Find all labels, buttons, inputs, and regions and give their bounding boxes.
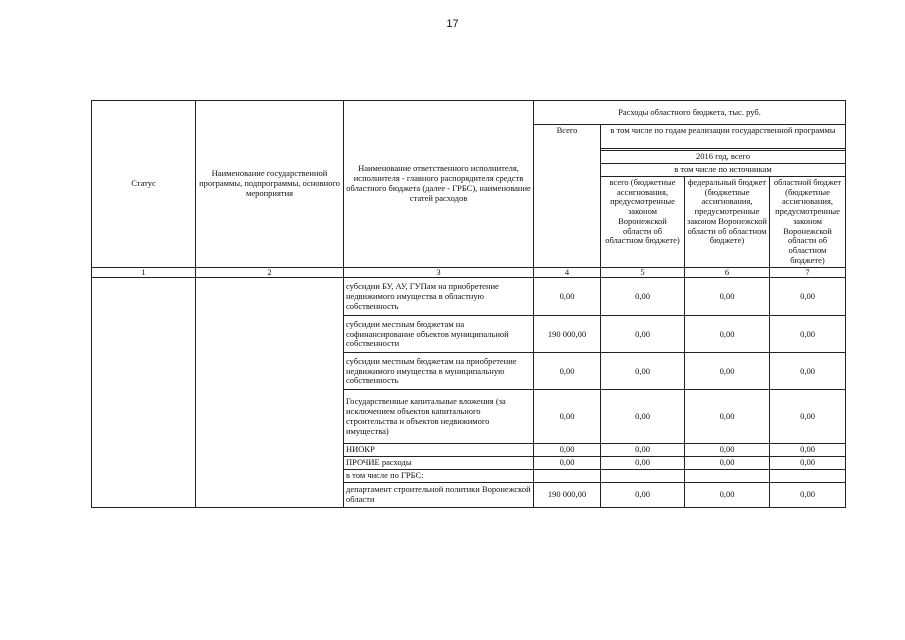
header-src-federal: федеральный бюджет (бюджетные ассигнования, предусмотренные законом Воронежской области об областном бюджете) xyxy=(685,176,770,267)
cell-total: 190 000,00 xyxy=(534,316,601,353)
header-by-sources: в том числе по источникам xyxy=(601,164,846,177)
cell-src-total: 0,00 xyxy=(601,444,685,457)
program-cell xyxy=(196,278,344,508)
col-number: 1 xyxy=(92,267,196,278)
cell-total xyxy=(534,469,601,482)
cell-federal: 0,00 xyxy=(685,457,770,470)
cell-src-total: 0,00 xyxy=(601,353,685,390)
cell-regional: 0,00 xyxy=(770,482,846,507)
row-label: департамент строительной политики Воронежской области xyxy=(344,482,534,507)
col-number: 2 xyxy=(196,267,344,278)
col-number: 6 xyxy=(685,267,770,278)
cell-federal xyxy=(685,469,770,482)
col-number: 4 xyxy=(534,267,601,278)
row-label: Государственные капитальные вложения (за исключением объектов капитального строительства и объектов недвижимого имущества) xyxy=(344,390,534,444)
row-label: субсидии БУ, АУ, ГУПам на приобретение недвижимого имущества в областную собственность xyxy=(344,278,534,316)
cell-regional: 0,00 xyxy=(770,353,846,390)
cell-total: 0,00 xyxy=(534,278,601,316)
cell-federal: 0,00 xyxy=(685,482,770,507)
col-number: 3 xyxy=(344,267,534,278)
header-expenses-title: Расходы областного бюджета, тыс. руб. xyxy=(534,101,846,125)
header-status: Статус xyxy=(92,101,196,268)
budget-table xyxy=(91,100,846,508)
col-number: 7 xyxy=(770,267,846,278)
cell-total: 190 000,00 xyxy=(534,482,601,507)
header-src-total: всего (бюджетные ассигнования, предусмотренные законом Воронежской области об областном бюджете) xyxy=(601,176,685,267)
cell-src-total: 0,00 xyxy=(601,316,685,353)
header-program-name: Наименование государственной программы, подпрограммы, основного мероприятия xyxy=(196,101,344,268)
cell-total: 0,00 xyxy=(534,444,601,457)
header-by-years: в том числе по годам реализации государственной программы xyxy=(601,125,846,149)
cell-regional: 0,00 xyxy=(770,390,846,444)
col-number: 5 xyxy=(601,267,685,278)
row-label: в том числе по ГРБС: xyxy=(344,469,534,482)
header-src-regional: областной бюджет (бюджетные ассигнования, предусмотренные законом Воронежской области об областном бюджете) xyxy=(770,176,846,267)
header-year: 2016 год, всего xyxy=(601,151,846,164)
header-total: Всего xyxy=(534,125,601,268)
cell-src-total: 0,00 xyxy=(601,278,685,316)
cell-federal: 0,00 xyxy=(685,278,770,316)
cell-src-total: 0,00 xyxy=(601,482,685,507)
status-cell xyxy=(92,278,196,508)
cell-src-total: 0,00 xyxy=(601,390,685,444)
cell-federal: 0,00 xyxy=(685,353,770,390)
row-label: НИОКР xyxy=(344,444,534,457)
cell-src-total: 0,00 xyxy=(601,457,685,470)
cell-federal: 0,00 xyxy=(685,444,770,457)
cell-regional: 0,00 xyxy=(770,444,846,457)
cell-total: 0,00 xyxy=(534,457,601,470)
cell-regional: 0,00 xyxy=(770,316,846,353)
cell-federal: 0,00 xyxy=(685,390,770,444)
row-label: субсидии местным бюджетам на софинансирование объектов муниципальной собственности xyxy=(344,316,534,353)
row-label: субсидии местным бюджетам на приобретение недвижимого имущества в муниципальную собственность xyxy=(344,353,534,390)
cell-regional: 0,00 xyxy=(770,278,846,316)
row-label: ПРОЧИЕ расходы xyxy=(344,457,534,470)
table-row xyxy=(92,278,846,316)
header-responsible: Наименование ответственного исполнителя, исполнителя - главного распорядителя средств областного бюджета (далее - ГРБС), наименование статей расходов xyxy=(344,101,534,268)
page-number: 17 xyxy=(446,18,459,30)
cell-total: 0,00 xyxy=(534,353,601,390)
cell-src-total xyxy=(601,469,685,482)
cell-total: 0,00 xyxy=(534,390,601,444)
cell-federal: 0,00 xyxy=(685,316,770,353)
cell-regional: 0,00 xyxy=(770,457,846,470)
cell-regional xyxy=(770,469,846,482)
